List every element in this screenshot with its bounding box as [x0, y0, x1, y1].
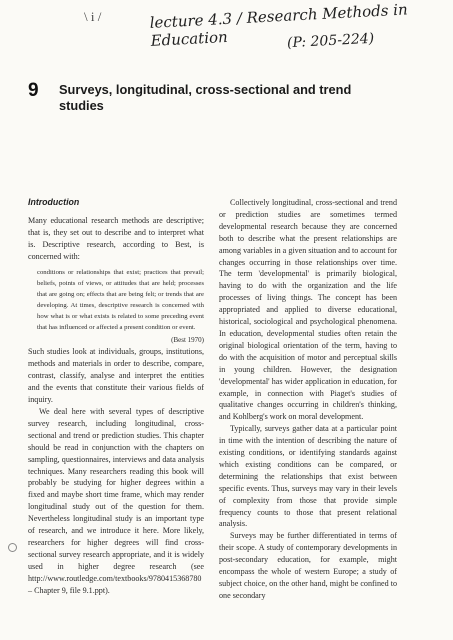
developmental-paragraph: Collectively longitudinal, cross-sectional and trend or prediction studies are sometimes termed developmental research because they are concerned both to describe what the present relationships are among variables in a given situation and to account for changes occurring in those relationships over time. The term 'developmental' is primarily biological, having to do with the organization and the life processes of living things. The concept has been appropriated and applied to diverse educational, historical, sociological and psychological phenomena. In education, developmental studies often retain the original biological orientation of the term, having to do with the acquisition of motor and perceptual skills in young children. However, the designation 'developmental' has wider application in education, for example, in connection with Piaget's studies of qualitative changes occurring in children's thinking, and Kohlberg's work on moral development.	[219, 198, 397, 422]
surveys-paragraph: Typically, surveys gather data at a particular point in time with the intention of describing the nature of existing conditions, or identifying standards against which existing conditions can be compared, or determining the relationships that exist between specific events. Thus, surveys may vary in their levels of complexity from those that provide simple frequency counts to those that present relational analysis.	[219, 424, 397, 529]
margin-handwritten-mark: \ i /	[84, 9, 102, 24]
scope-paragraph: Surveys may be further differentiated in terms of their scope. A study of contemporary developments in post-secondary education, for example, might encompass the whole of western Europe; a study of subject choice, on the other hand, might be confined to one secondary	[219, 531, 397, 600]
handwritten-page-range: (P: 205-224)	[286, 30, 375, 52]
section-heading-introduction: Introduction	[28, 197, 80, 207]
intro-paragraph-1: Many educational research methods are descriptive; that is, they set out to describe and to interpret what is. Descriptive research, according to Best, is concerned with:	[28, 215, 204, 261]
left-column	[28, 197, 204, 596]
margin-bullet-icon	[8, 543, 17, 552]
intro-paragraph-2: Such studies look at individuals, groups, institutions, methods and materials in order to describe, compare, contrast, classify, analyse and interpret the entities and the events that constitute their various fields of inquiry.	[28, 347, 204, 405]
quote-citation: (Best 1970)	[171, 335, 204, 344]
right-column	[219, 197, 397, 602]
handwritten-lecture-note: lecture 4.3 / Research Methods in Education	[149, 0, 409, 50]
intro-paragraph-3: We deal here with several types of descriptive survey research, including longitudinal, cross-sectional and trend or prediction studies. This chapter should be read in conjunction with the chapters on sampling, questionnaires, interviews and data analysis techniques. Many researchers reading this book will probably be studying for higher degrees within a fixed and maybe short time frame, which may render longitudinal study out of the question for them. Nevertheless longitudinal study is an important type of research, and we introduce it here. More likely, researchers for higher degrees will find cross-sectional survey research appropriate, and it is widely used in higher degree research (see http://www.routledge.com/textbooks/9780415368780 – Chapter 9, file 9.1.ppt).	[28, 406, 204, 595]
best-quote: conditions or relationships that exist; practices that prevail; beliefs, points of views, or attitudes that are held; processes that are going on; effects that are being felt; or trends that are developing. At times, descriptive research is concerned with how what is or what exists is related to some preceding event that has influenced or affected a present condition or event.	[37, 268, 204, 331]
chapter-title: Surveys, longitudinal, cross-sectional and trend studies	[59, 82, 352, 113]
chapter-number: 9	[28, 80, 39, 101]
